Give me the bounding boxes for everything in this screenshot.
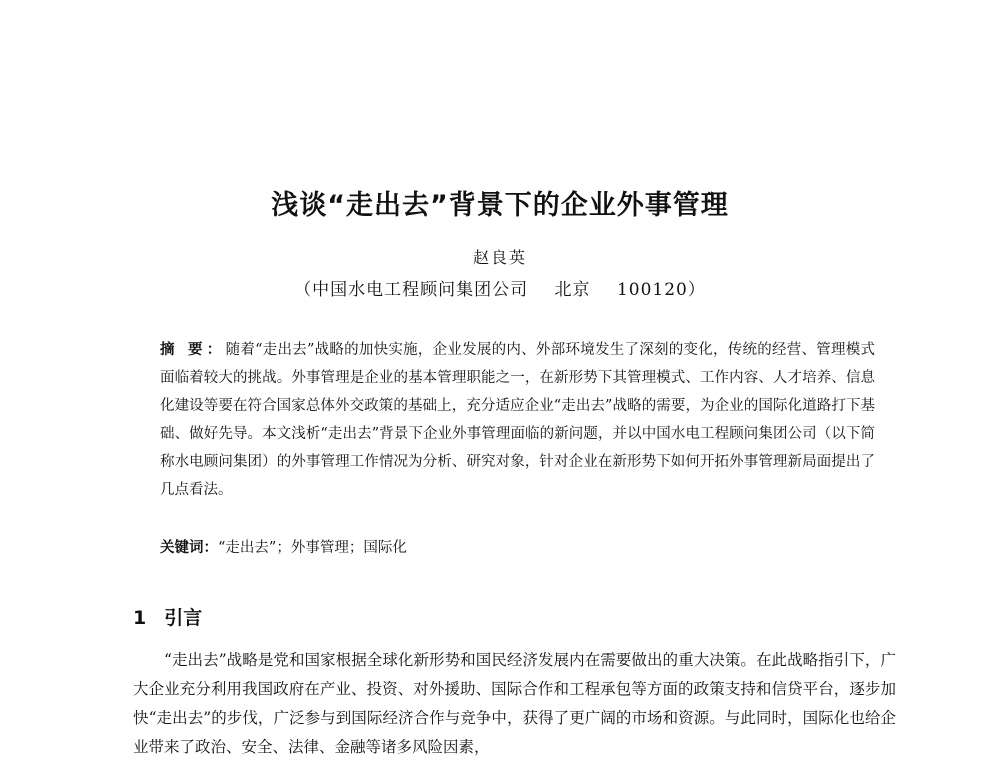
body-paragraph: “走出去”战略是党和国家根据全球化新形势和国民经济发展内在需要做出的重大决策。在此战略指引下，广大企业充分利用我国政府在产业、投资、对外援助、国际合作和工程承包等方面的政策支持和信贷平台，逐步加快“走出去”的步伐，广泛参与到国际经济合作与竞争中，获得了更广阔的市场和资源。与此同时，国际化也给企业带来了政治、安全、法律、金融等诸多风险因素，: [133, 651, 896, 756]
affiliation-city: 北京: [554, 280, 591, 300]
keywords-text: “走出去”；外事管理；国际化: [218, 540, 407, 556]
keywords-label: 关键词：: [160, 540, 218, 556]
abstract: [160, 336, 875, 504]
section-heading: [133, 603, 202, 630]
paper-title: 浅谈“走出去”背景下的企业外事管理: [271, 190, 729, 221]
keywords: [160, 534, 875, 562]
section-number: 1: [133, 607, 147, 629]
section-title: 引言: [164, 607, 203, 629]
author-affiliation: [0, 275, 1000, 300]
affiliation-org: （中国水电工程顾问集团公司: [294, 280, 529, 300]
author-name: 赵良英: [472, 248, 527, 267]
affiliation-postcode: 100120）: [616, 280, 706, 300]
abstract-label: 摘 要：: [160, 342, 226, 358]
abstract-text: 随着“走出去”战略的加快实施，企业发展的内、外部环境发生了深刻的变化，传统的经营、管理模式面临着较大的挑战。外事管理是企业的基本管理职能之一，在新形势下其管理模式、工作内容、人才培养、信息化建设等要在符合国家总体外交政策的基础上，充分适应企业“走出去”战略的需要，为企业的国际化道路打下基础、做好先导。本文浅析“走出去”背景下企业外事管理面临的新问题，并以中国水电工程顾问集团公司（以下简称水电顾问集团）的外事管理工作情况为分析、研究对象，针对企业在新形势下如何开拓外事管理新局面提出了几点看法。: [160, 342, 875, 498]
